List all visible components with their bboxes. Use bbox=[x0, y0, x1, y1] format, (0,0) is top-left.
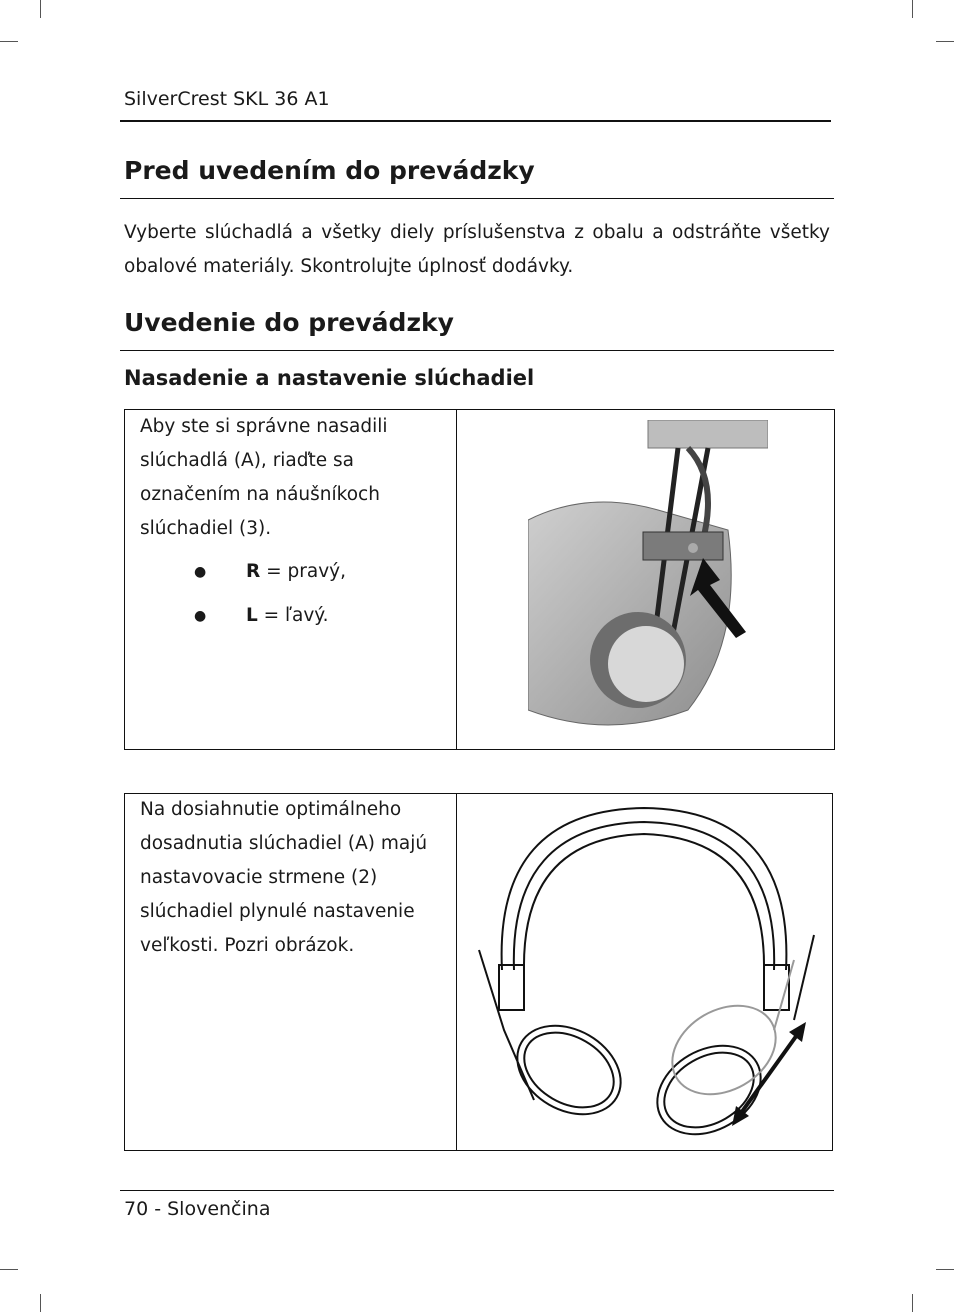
table-divider bbox=[456, 793, 457, 1151]
section-title-start-up: Uvedenie do prevádzky bbox=[124, 308, 454, 337]
page-footer: 70 - Slovenčina bbox=[124, 1198, 271, 1220]
section-rule bbox=[120, 198, 834, 199]
bullet-key: R bbox=[246, 561, 261, 582]
unpack-paragraph: Vyberte slúchadlá a všetky diely príslušenstva z obalu a odstráňte všetky obalové materiály. Skontrolujte úplnosť dodávky. bbox=[124, 222, 830, 277]
bullet-left bbox=[194, 605, 328, 626]
bullet-key: L bbox=[246, 605, 258, 626]
fitting-instruction-text: Aby ste si správne nasadili slúchadlá (A), riaďte sa označením na náušníkoch slúchadiel (3). bbox=[140, 416, 388, 539]
crop-mark bbox=[0, 1269, 18, 1270]
table-divider bbox=[456, 409, 457, 750]
header-rule bbox=[120, 120, 831, 122]
crop-mark bbox=[936, 1269, 954, 1270]
crop-mark bbox=[912, 1294, 913, 1312]
section-title-before-use: Pred uvedením do prevádzky bbox=[124, 156, 535, 185]
adjustment-instruction-text: Na dosiahnutie optimálneho dosadnutia slúchadiel (A) majú nastavovacie strmene (2) slúchadiel plynulé nastavenie veľkosti. Pozri obrázok. bbox=[140, 799, 428, 956]
headphone-adjustment-drawing bbox=[474, 800, 824, 1140]
bullet-text: = ľavý. bbox=[257, 605, 329, 626]
footer-rule bbox=[120, 1190, 834, 1191]
bullet-right bbox=[194, 561, 346, 582]
bullet-icon: ● bbox=[194, 563, 207, 580]
crop-mark bbox=[0, 41, 18, 42]
bullet-text: = pravý, bbox=[260, 561, 346, 582]
running-header: SilverCrest SKL 36 A1 bbox=[124, 88, 330, 110]
crop-mark bbox=[912, 0, 913, 18]
section-rule bbox=[120, 350, 834, 351]
crop-mark bbox=[40, 1294, 41, 1312]
bullet-icon: ● bbox=[194, 607, 207, 624]
crop-mark bbox=[936, 41, 954, 42]
headphone-marking-photo bbox=[528, 420, 768, 734]
crop-mark bbox=[40, 0, 41, 18]
subsection-title-fitting: Nasadenie a nastavenie slúchadiel bbox=[124, 366, 535, 390]
